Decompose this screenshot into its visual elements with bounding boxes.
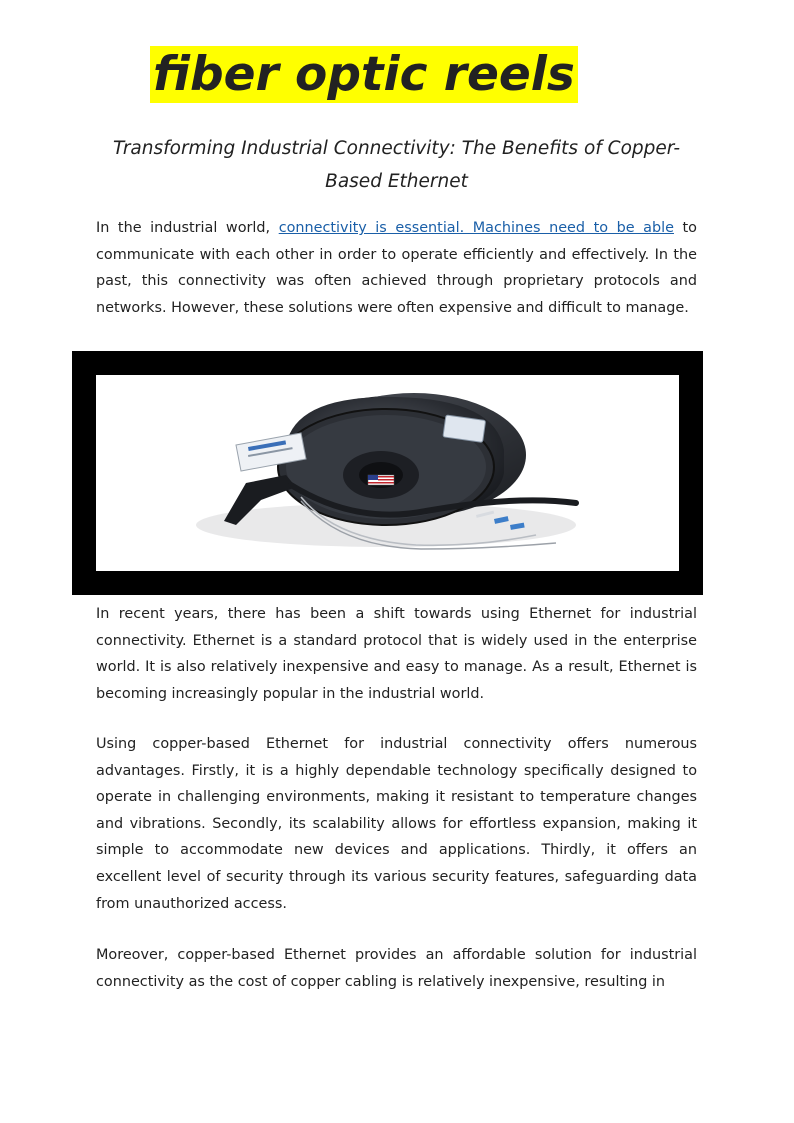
page-title: fiber optic reels <box>153 47 575 102</box>
paragraph-intro-end: to communicate with each other in order to operate efficiently and effectively. In the past, this connectivity was often achieved through proprietary protocols and networks. However, these solutions were often expensive and difficult to manage. <box>96 220 697 316</box>
cable-reel-illustration <box>96 375 679 571</box>
title-highlight <box>150 46 578 103</box>
article-subtitle: Transforming Industrial Connectivity: The Benefits of Copper-Based Ethernet <box>112 138 681 192</box>
paragraph-intro <box>96 215 697 321</box>
paragraph-advantages: Using copper-based Ethernet for industrial connectivity offers numerous advantages. Firstly, it is a highly dependable technology specifically designed to operate in challenging environments, making it resistant to temperature changes and vibrations. Secondly, its scalability allows for effortless expansion, making it simple to accommodate new devices and applications. Thirdly, it offers an excellent level of security through its various security features, safeguarding data from unauthorized access. <box>96 736 697 912</box>
image-frame <box>72 351 703 595</box>
inline-link-connectivity[interactable]: connectivity is essential. Machines need to be able <box>278 220 674 236</box>
paragraph-affordability: Moreover, copper-based Ethernet provides an affordable solution for industrial connectivity as the cost of copper cabling is relatively inexpensive, resulting in <box>96 947 697 990</box>
paragraph-intro-start: In the industrial world, <box>96 220 279 236</box>
paragraph-ethernet-shift: In recent years, there has been a shift towards using Ethernet for industrial connectivity. Ethernet is a standard protocol that is widely used in the enterprise world. It is also relatively inexpensive and easy to manage. As a result, Ethernet is becoming increasingly popular in the industrial world. <box>96 606 697 702</box>
fiber-reel-image <box>96 375 679 571</box>
